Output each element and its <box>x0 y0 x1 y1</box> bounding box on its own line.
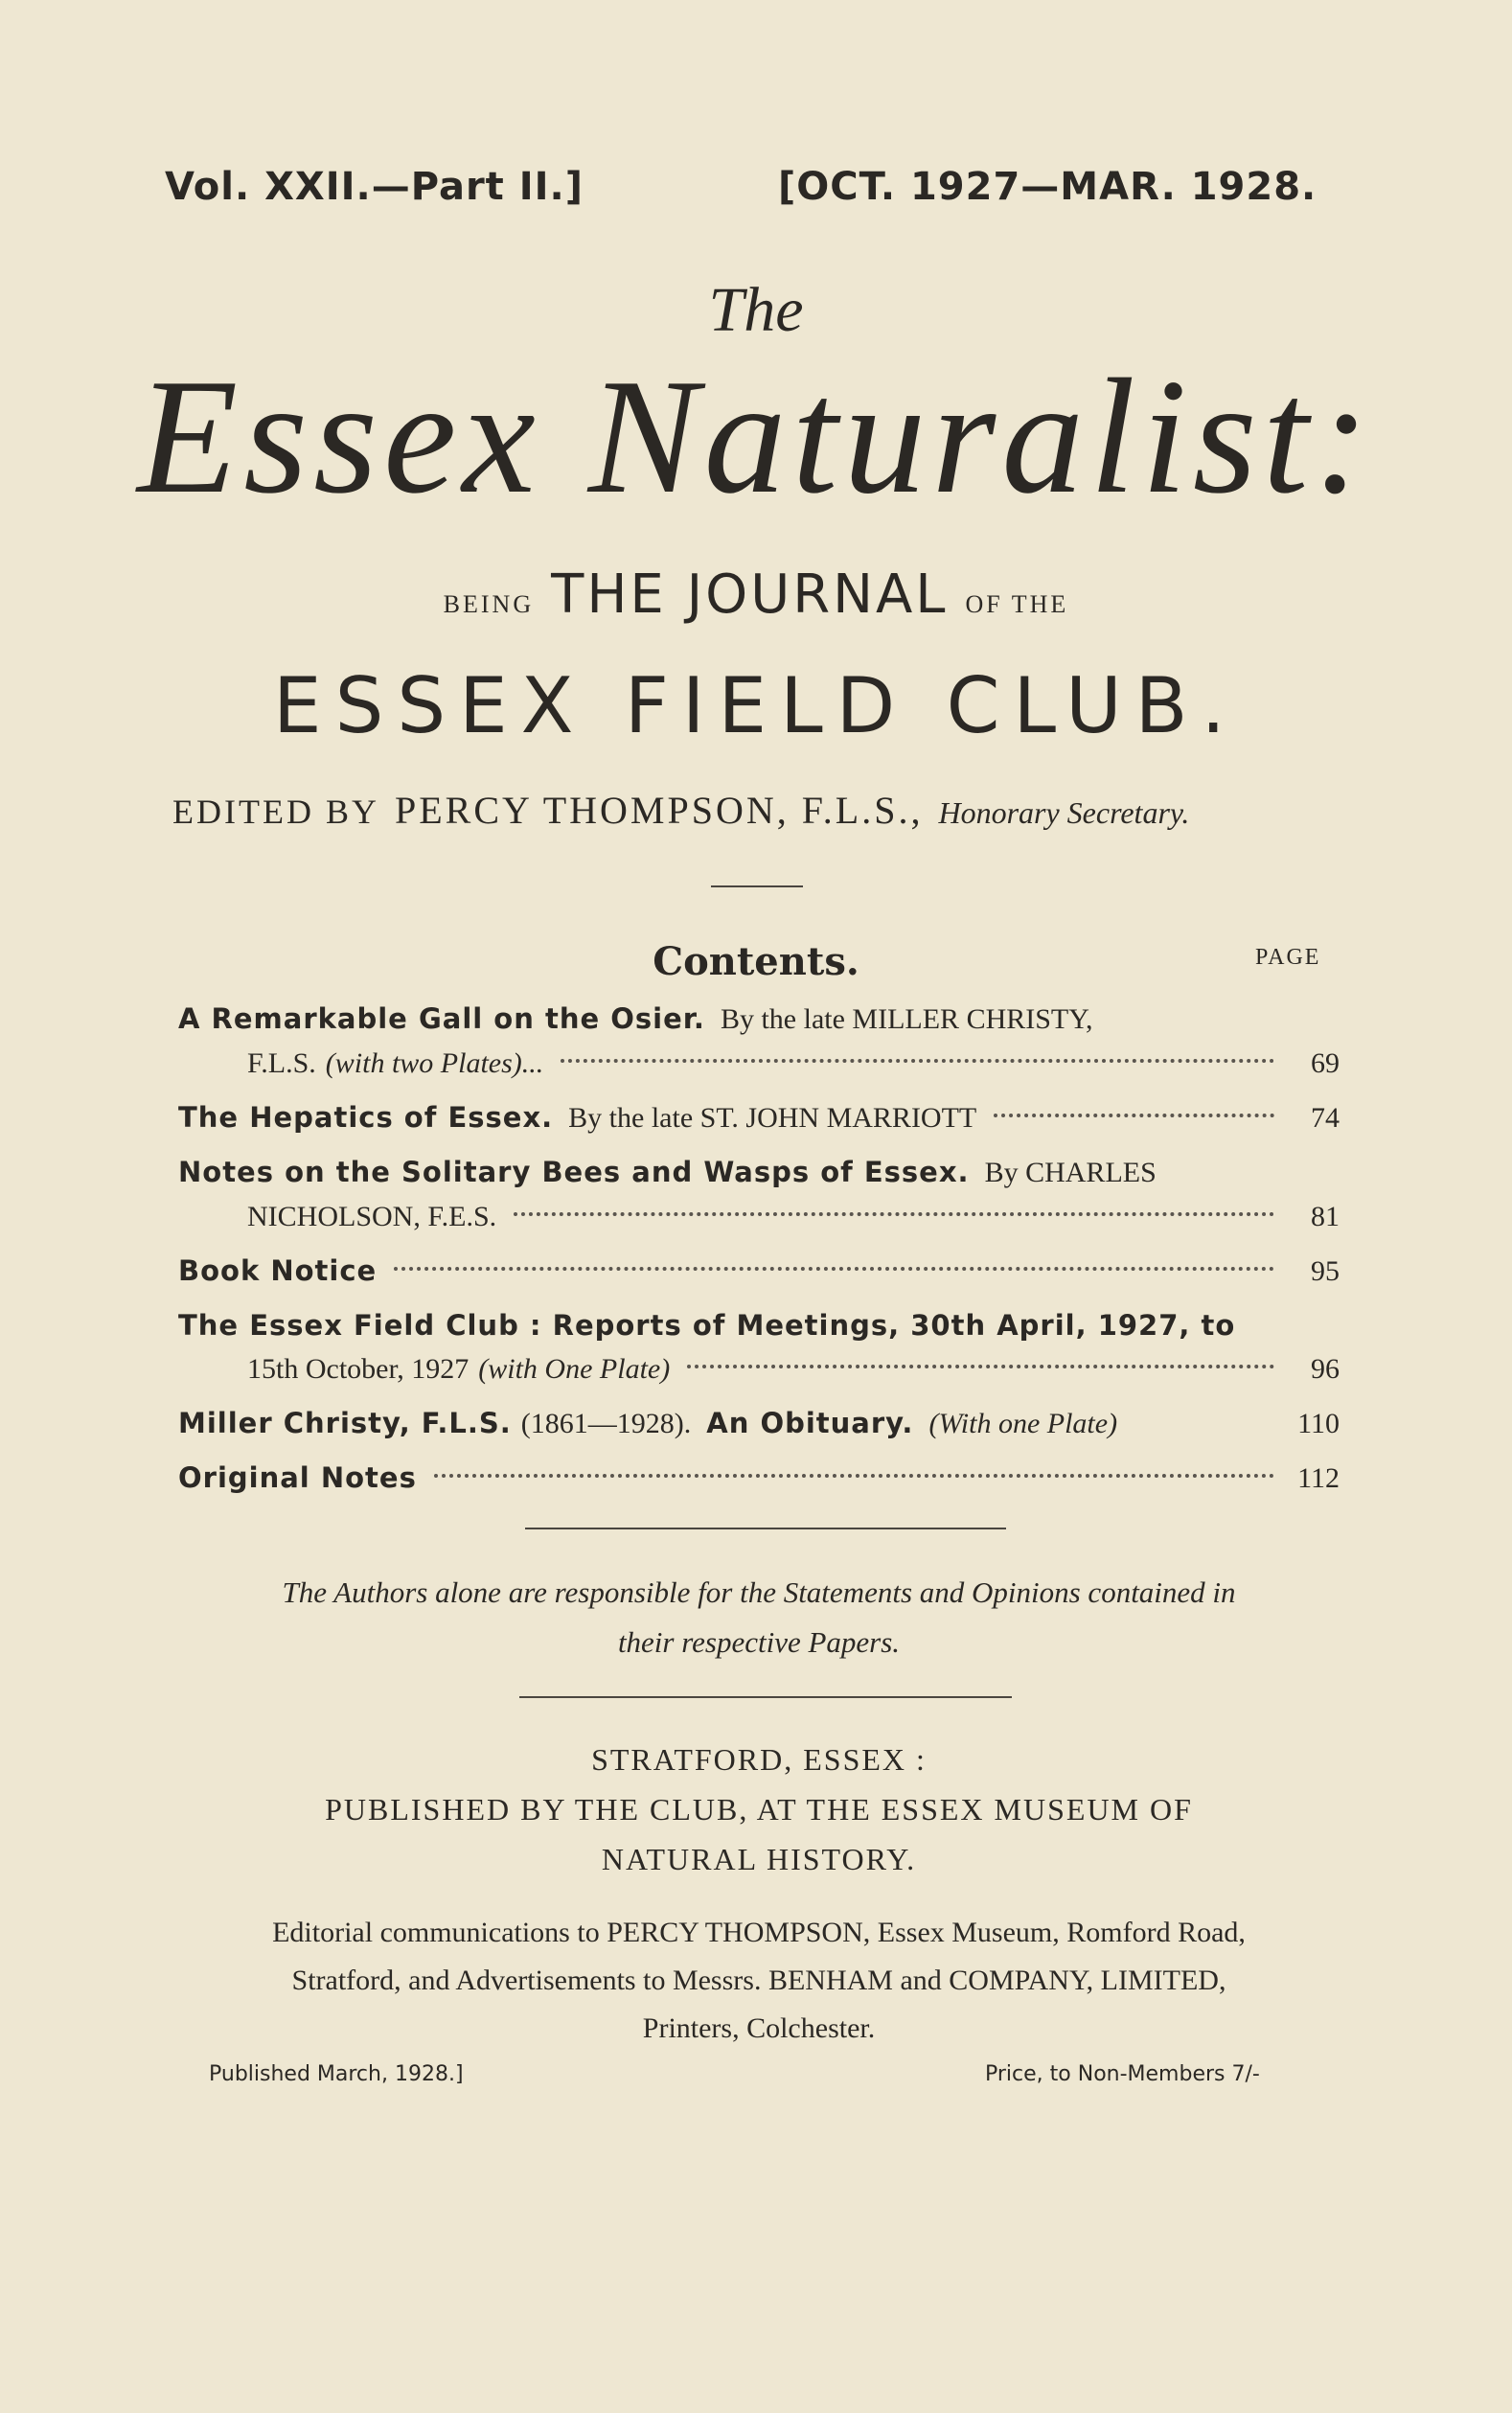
volume-label: Vol. XXII.—Part II.] <box>165 165 584 209</box>
toc-entry <box>178 1456 1340 1501</box>
publisher-place: STRATFORD, ESSEX : <box>591 1742 927 1777</box>
toc-entry-author: By CHARLES <box>984 1157 1157 1188</box>
toc-entry-author: By the late MILLER CHRISTY, <box>720 1003 1093 1035</box>
toc-entry-title: Notes on the Solitary Bees and Wasps of Essex. <box>178 1156 970 1188</box>
toc-entry <box>178 1249 1340 1294</box>
toc-entry <box>178 1401 1340 1446</box>
toc-entry-continuation: NICHOLSON, F.E.S. <box>247 1201 497 1232</box>
editor-line <box>172 788 1341 833</box>
toc-entry-page: 110 <box>1297 1408 1340 1439</box>
toc-entry-plates: (With one Plate) <box>928 1408 1118 1439</box>
journal-title: Essex Naturalist: <box>137 346 1375 528</box>
toc-entry-plates: (with One Plate) <box>478 1353 671 1385</box>
toc-entry-page: 112 <box>1297 1462 1340 1494</box>
toc-entry-page: 74 <box>1311 1102 1340 1134</box>
toc-entry-subtitle: An Obituary. <box>706 1407 914 1439</box>
toc-entry-title: Miller Christy, F.L.S. <box>178 1407 512 1439</box>
divider <box>525 1528 1006 1529</box>
subtitle <box>0 563 1512 626</box>
edited-by-label: EDITED BY <box>172 793 379 831</box>
editorial-block <box>178 1909 1340 2053</box>
dot-leader <box>994 1114 1274 1117</box>
toc-entry-page: 81 <box>1311 1201 1340 1232</box>
dot-leader <box>514 1212 1274 1216</box>
contents-heading: Contents. <box>653 939 859 984</box>
editorial-line: Printers, Colchester. <box>642 2012 876 2044</box>
dot-leader <box>561 1059 1274 1063</box>
toc-entry-title: A Remarkable Gall on the Osier. <box>178 1002 705 1035</box>
toc-entry <box>178 1303 1340 1391</box>
journal-label: THE JOURNAL <box>551 563 949 626</box>
disclaimer-line: their respective Papers. <box>617 1625 901 1659</box>
title-article: The <box>708 275 804 345</box>
toc-entry-title: Book Notice <box>178 1254 378 1287</box>
toc-entry <box>178 997 1340 1086</box>
toc-entry-continuation: F.L.S. <box>247 1047 316 1079</box>
divider <box>519 1696 1012 1698</box>
toc-entry <box>178 1150 1340 1239</box>
page-column-label: PAGE <box>1255 945 1321 970</box>
toc-entry-continuation: 15th October, 1927 <box>247 1353 470 1385</box>
toc-entry-author: By the late ST. JOHN MARRIOTT <box>568 1102 977 1134</box>
dot-leader <box>687 1365 1274 1368</box>
toc-entry-page: 96 <box>1311 1353 1340 1385</box>
publisher-block <box>178 1735 1340 1884</box>
dot-leader <box>394 1267 1274 1271</box>
publisher-line: NATURAL HISTORY. <box>601 1842 917 1876</box>
toc-entry-page: 95 <box>1311 1255 1340 1287</box>
publisher-line: PUBLISHED BY THE CLUB, AT THE ESSEX MUSEUM OF <box>325 1792 1193 1827</box>
publication-date: Published March, 1928.] <box>209 2062 464 2086</box>
short-divider <box>711 885 803 887</box>
price-label: Price, to Non-Members 7/- <box>985 2062 1260 2086</box>
toc-entry-plates: (with two Plates)... <box>325 1047 544 1079</box>
of-the-label: OF THE <box>965 590 1069 618</box>
toc-entry-page: 69 <box>1311 1047 1340 1079</box>
editor-role: Honorary Secretary. <box>938 795 1190 830</box>
club-name: ESSEX FIELD CLUB. <box>273 661 1239 750</box>
toc-entry-title: The Hepatics of Essex. <box>178 1101 554 1134</box>
dot-leader <box>434 1474 1274 1478</box>
editorial-line: Stratford, and Advertisements to Messrs. BENHAM and COMPANY, LIMITED, <box>291 1965 1226 1996</box>
toc-entry-title: The Essex Field Club : Reports of Meetings, 30th April, 1927, to <box>178 1309 1236 1342</box>
toc-entry-title: Original Notes <box>178 1461 417 1494</box>
being-label: BEING <box>443 590 535 618</box>
disclaimer-line: The Authors alone are responsible for the Statements and Opinions contained in <box>282 1575 1236 1609</box>
editor-name: PERCY THOMPSON, F.L.S., <box>394 789 924 832</box>
editorial-line: Editorial communications to PERCY THOMPSON, Essex Museum, Romford Road, <box>272 1917 1246 1948</box>
disclaimer-note <box>178 1568 1340 1667</box>
date-range: [OCT. 1927—MAR. 1928. <box>778 165 1317 209</box>
toc-entry <box>178 1095 1340 1140</box>
toc-entry-dates: (1861—1928). <box>520 1408 692 1439</box>
table-of-contents <box>178 997 1340 1510</box>
